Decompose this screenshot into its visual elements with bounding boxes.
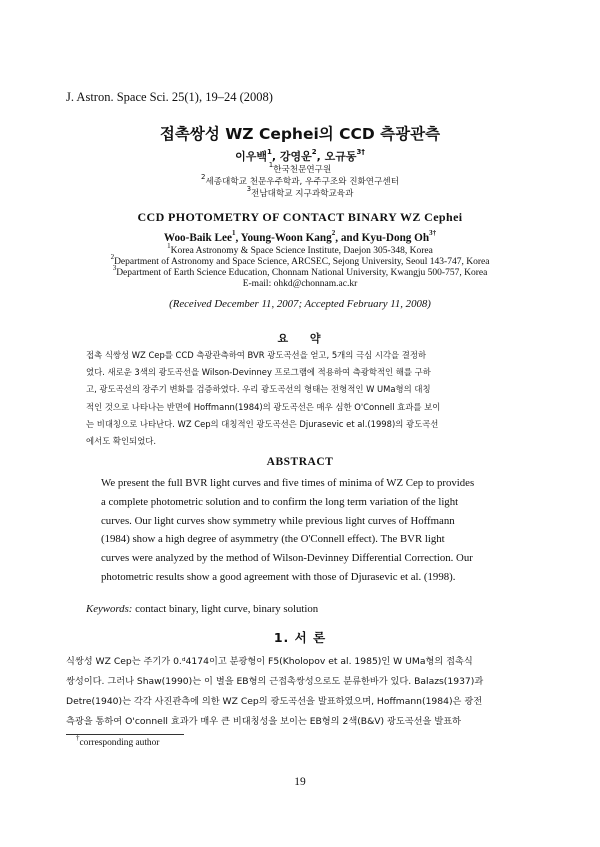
keywords: [86, 603, 318, 615]
english-affiliation-3: $^3$Department of Earth Science Education, Chonnam National University, Kwangju 500-757, Korea: [112, 263, 488, 278]
abstract-line: curves were analyzed by the method of Wilson-Devinney Differential Correction. Our: [101, 552, 473, 565]
english-affiliation-1: $^1$Korea Astronomy & Space Science Institute, Daejon 305-348, Korea: [167, 241, 433, 256]
korean-author-1: 이우백: [235, 150, 267, 163]
korean-abstract-heading: 요 약: [277, 332, 323, 345]
abstract-line: (1984) show a high degree of asymmetry (the O'Connell effect). The BVR light: [101, 533, 445, 546]
korean-author-3: 오규동: [324, 150, 357, 163]
english-title: CCD PHOTOMETRY OF CONTACT BINARY WZ Cephei: [137, 210, 463, 224]
footnote: †corresponding author: [76, 733, 160, 748]
english-author-2: Young-Woon Kang: [240, 232, 332, 244]
korean-abstract: [86, 347, 516, 450]
footnote-rule: [66, 734, 184, 735]
abstract-line: photometric results show a good agreement with those of Djurasevic et al. (1998).: [101, 570, 456, 583]
korean-authors: 이우백$^1$, 강영운$^2$, 오규동$^{3\dagger}$: [235, 148, 365, 163]
intro-line: 쌍성이다. 그러나 Shaw(1990)는 이 별을 EB형의 근접촉쌍성으로도 분류한바가 있다. Balazs(1937)과: [66, 676, 484, 687]
abstract-line: curves. Our light curves show symmetry while previous light curves of Hoffmann: [101, 514, 455, 527]
keywords-text: contact binary, light curve, binary solution: [132, 603, 319, 615]
intro-line: 측광을 통하여 O'connell 효과가 매우 큰 비대칭성을 보이는 EB형의 2색(B&V) 광도곡선을 발표하: [66, 716, 461, 727]
section-heading-introduction: 1. 서 론: [273, 630, 327, 645]
english-author-1: Woo-Baik Lee: [163, 232, 232, 244]
intro-line: 식쌍성 WZ Cep는 주기가 0.ᵈ4174이고 분광형이 F5(Kholopov et al. 1985)인 W UMa형의 접촉식: [66, 656, 473, 667]
abstract-line: We present the full BVR light curves and five times of minima of WZ Cep to provides: [101, 477, 475, 489]
korean-affiliation-1: $^1$한국천문연구원: [268, 161, 332, 175]
abstract-line: a complete photometric solution and to confirm the long term variation of the light: [101, 495, 459, 508]
korean-affiliation-3: $^3$전남대학교 지구과학교육과: [246, 185, 354, 199]
english-abstract: [101, 474, 501, 587]
journal-reference: J. Astron. Space Sci. 25(1), 19–24 (2008): [66, 90, 273, 104]
korean-abstract-line: 접촉 식쌍성 WZ Cep를 CCD 측광관측하여 BVR 광도곡선을 얻고, 5개의 극심 시각을 결정하: [86, 350, 427, 360]
korean-abstract-line: 에서도 확인되었다.: [86, 436, 157, 447]
english-affiliation-2: $^2$Department of Astronomy and Space Science, ARCSEC, Sejong University, Seoul 143-747, Korea: [110, 252, 490, 267]
received-accepted-dates: (Received December 11, 2007; Accepted February 11, 2008): [169, 298, 431, 310]
page-number: 19: [294, 776, 306, 788]
korean-abstract-line: 는 비대칭으로 나타난다. WZ Cep의 대칭적인 광도곡선은 Djurasevic et al.(1998)의 광도곡선: [86, 418, 439, 429]
korean-author-3-mark: 3†: [356, 148, 365, 157]
english-author-3: and Kyu-Dong Oh: [340, 232, 430, 244]
korean-affiliation-2: $^2$세종대학교 천문우주학과, 우주구조와 진화연구센터: [200, 173, 400, 187]
introduction-text: [66, 652, 536, 732]
author-email: E-mail: ohkd@chonnam.ac.kr: [242, 279, 358, 289]
keywords-label: Keywords:: [86, 603, 133, 615]
english-authors: Woo-Baik Lee$^1$, Young-Woon Kang$^2$, and Kyu-Dong $Oh^{3\dagger}$: [163, 229, 437, 244]
korean-abstract-line: 였다. 새로운 3색의 광도곡선을 Wilson-Devinney 프로그램에 적용하여 측광학적인 해를 구하: [86, 367, 431, 378]
intro-line: Detre(1940)는 각각 사진관측에 의한 WZ Cep의 광도곡선을 발표하였으며, Hoffmann(1984)은 광전: [66, 696, 483, 707]
korean-abstract-line: 적인 것으로 나타나는 반면에 Hoffmann(1984)의 광도곡선은 매우 심한 O'Connell 효과를 보이: [86, 401, 441, 412]
korean-author-2-mark: 2: [311, 148, 317, 157]
korean-title: 접촉쌍성 WZ Cephei의 CCD 측광관측: [159, 125, 441, 143]
korean-author-2: 강영운: [279, 150, 312, 163]
abstract-heading: ABSTRACT: [266, 456, 334, 468]
korean-author-1-mark: 1: [266, 148, 272, 157]
korean-abstract-line: 고, 광도곡선의 장주기 변화를 검증하였다. 우리 광도곡선의 형태는 전형적인 W UMa형의 대칭: [86, 384, 431, 395]
